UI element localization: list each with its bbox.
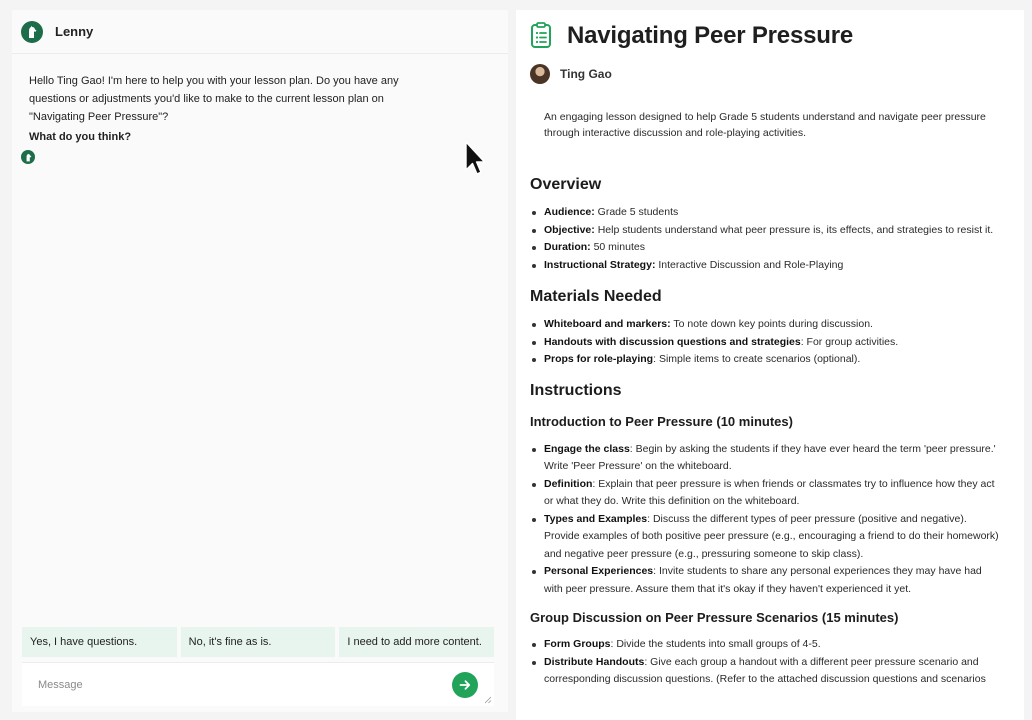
item-text: Help students understand what peer pressure is, its effects, and strategies to resist it. bbox=[594, 223, 994, 236]
item-label: Handouts with discussion questions and strategies bbox=[544, 335, 801, 348]
subsection-heading-group-discussion: Group Discussion on Peer Pressure Scenarios (15 minutes) bbox=[530, 610, 899, 625]
message-composer bbox=[22, 662, 494, 706]
document-title-row bbox=[530, 22, 853, 50]
clipboard-list-icon bbox=[530, 22, 554, 50]
message-input[interactable] bbox=[22, 679, 452, 691]
list-item bbox=[530, 563, 1000, 598]
item-label: Objective: bbox=[544, 223, 595, 236]
assistant-name: Lenny bbox=[55, 24, 94, 39]
list-item bbox=[530, 351, 1000, 369]
item-text: : Divide the students into small groups of 4-5. bbox=[610, 638, 821, 650]
overview-list bbox=[530, 204, 1000, 274]
list-item bbox=[530, 257, 1000, 275]
list-item bbox=[530, 441, 1000, 476]
list-item bbox=[530, 204, 1000, 222]
item-text: : For group activities. bbox=[800, 335, 899, 348]
list-item bbox=[530, 476, 1000, 511]
item-text: To note down key points during discussion. bbox=[670, 318, 873, 330]
suggestion-add-content[interactable]: I need to add more content. bbox=[339, 627, 494, 657]
item-label: Audience: bbox=[544, 206, 595, 218]
item-label: Distribute Handouts bbox=[544, 655, 645, 668]
chat-panel bbox=[12, 10, 508, 712]
suggestion-chips bbox=[22, 627, 494, 657]
assistant-message bbox=[29, 72, 439, 146]
item-label: Personal Experiences bbox=[544, 565, 654, 577]
message-text: Hello Ting Gao! I'm here to help you with your lesson plan. Do you have any questions or adjustments you'd like to make to the current lesson plan on "Navigating Peer Pressure"? bbox=[29, 75, 399, 123]
arrow-right-icon bbox=[458, 678, 472, 692]
llama-icon bbox=[21, 150, 35, 164]
section-heading-materials: Materials Needed bbox=[530, 288, 662, 305]
item-label: Definition bbox=[544, 477, 593, 490]
list-item bbox=[530, 654, 1000, 689]
item-label: Whiteboard and markers: bbox=[544, 318, 671, 330]
subsection-heading-introduction: Introduction to Peer Pressure (10 minutes) bbox=[530, 413, 793, 429]
materials-list bbox=[530, 316, 1000, 369]
item-label: Form Groups bbox=[544, 638, 611, 650]
introduction-list bbox=[530, 441, 1000, 599]
suggestion-fine-as-is[interactable]: No, it's fine as is. bbox=[181, 627, 336, 657]
lesson-content bbox=[530, 176, 1000, 689]
author-row bbox=[530, 64, 612, 84]
section-heading-overview: Overview bbox=[530, 176, 602, 193]
resize-grip-icon[interactable] bbox=[484, 696, 492, 704]
page-title: Navigating Peer Pressure bbox=[567, 22, 854, 49]
list-item bbox=[530, 511, 1000, 564]
list-item bbox=[530, 239, 1000, 257]
item-label: Props for role-playing bbox=[544, 353, 654, 365]
item-text: : Invite students to share any personal experiences they may have had with peer pressure. Assure them that it's okay if they haven't experienced it yet. bbox=[544, 565, 982, 595]
chat-header bbox=[12, 10, 508, 54]
item-label: Types and Examples bbox=[544, 512, 648, 525]
item-label: Instructional Strategy: bbox=[544, 258, 656, 271]
item-text: Interactive Discussion and Role-Playing bbox=[655, 258, 844, 271]
llama-icon bbox=[21, 21, 43, 43]
lesson-plan-panel bbox=[516, 10, 1024, 720]
suggestion-yes-questions[interactable]: Yes, I have questions. bbox=[22, 627, 177, 657]
item-text: : Begin by asking the students if they have ever heard the term 'peer pressure.' Write 'Peer Pressure' on the whiteboard. bbox=[544, 442, 996, 472]
group-discussion-list bbox=[530, 636, 1000, 689]
lesson-description: An engaging lesson designed to help Grade 5 students understand and navigate peer pressure through interactive discussion and role-playing activities. bbox=[544, 111, 986, 139]
message-question: What do you think? bbox=[29, 131, 132, 143]
item-text: : Simple items to create scenarios (optional). bbox=[653, 353, 861, 365]
item-text: : Explain that peer pressure is when friends or classmates try to influence how they act or what they do. Write this definition on the whiteboard. bbox=[544, 477, 995, 507]
list-item bbox=[530, 636, 1000, 654]
item-label: Engage the class bbox=[544, 442, 630, 455]
item-text: : Give each group a handout with a different peer pressure scenario and corresponding discussion questions. (Refer to the attached discussion questions and scenarios bbox=[544, 655, 986, 685]
list-item bbox=[530, 316, 1000, 334]
list-item bbox=[530, 222, 1000, 240]
mouse-pointer-icon bbox=[465, 141, 485, 177]
section-heading-instructions: Instructions bbox=[530, 381, 622, 399]
avatar bbox=[530, 64, 550, 84]
list-item bbox=[530, 334, 1000, 352]
item-text: 50 minutes bbox=[590, 241, 645, 253]
author-name: Ting Gao bbox=[560, 67, 612, 81]
send-button[interactable] bbox=[452, 672, 478, 698]
item-label: Duration: bbox=[544, 241, 591, 253]
item-text: Grade 5 students bbox=[594, 206, 679, 218]
item-text: : Discuss the different types of peer pressure (positive and negative). Provide examples of both positive peer pressure (e.g., encouraging a friend to do their homework) and negative peer pressure (e.g., pressuring someone to skip class). bbox=[544, 512, 999, 560]
